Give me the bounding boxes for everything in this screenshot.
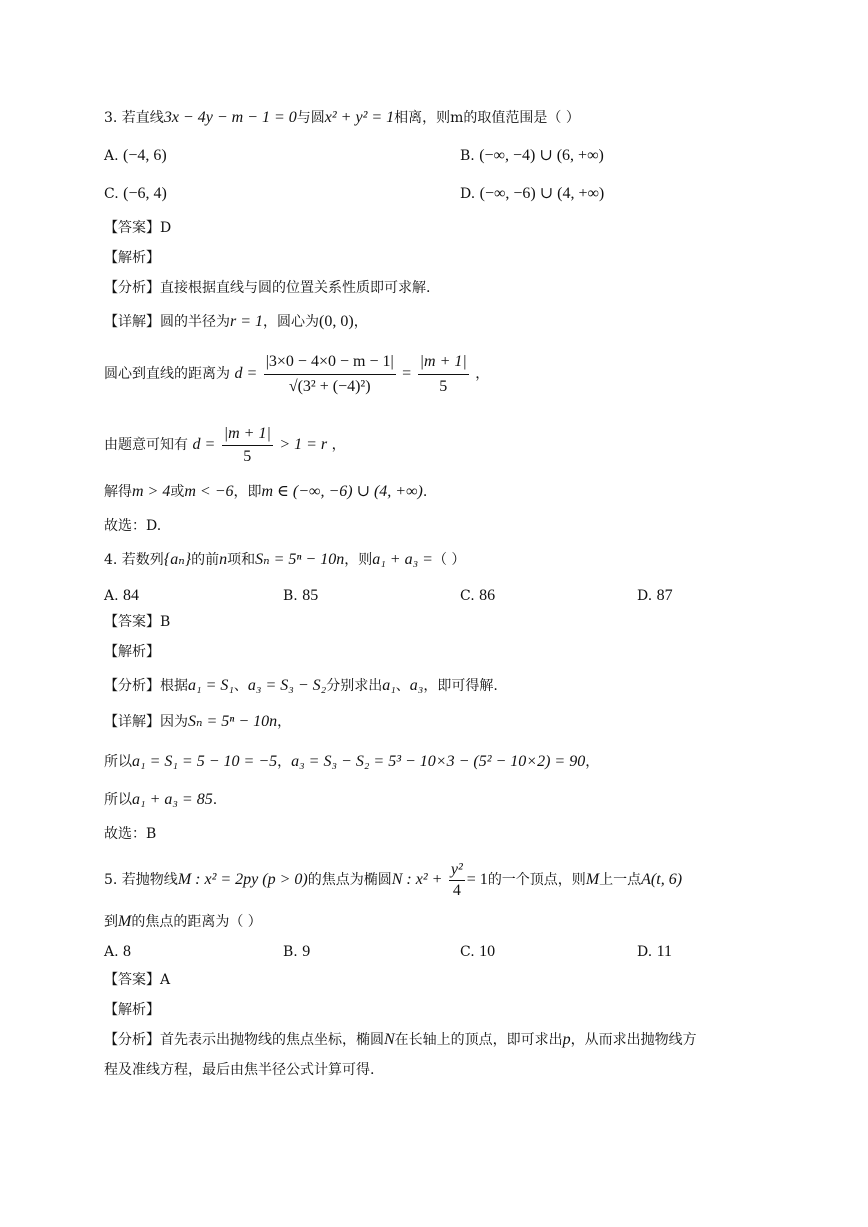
math-expr: a₁ + a₃ = [372,551,433,568]
text: 5. 若抛物线 [104,872,178,888]
q3-option-d [460,184,604,204]
condition-fraction [222,423,273,468]
option-value: 8 [123,943,132,960]
option-label: D. [637,944,653,960]
option-value: (−4, 6) [123,147,167,164]
math-expr: m > 4 [132,483,171,500]
math-expr: N [384,1031,395,1048]
option-label: C. [104,186,119,202]
q3-answer [104,218,171,238]
math-expr: a₁ = S₁ [188,677,234,694]
math-expr: d = [234,365,258,382]
fenxi-text: 直接根据直线与圆的位置关系性质即可求解. [160,280,431,296]
math-expr: = [402,365,412,382]
text: （ ） [432,552,466,568]
option-label: C. [460,588,475,604]
q3-distance-line [104,346,489,402]
fraction-denominator: 5 [222,445,273,468]
math-expr: M : x² = 2py (p > 0) [177,871,308,888]
option-value: (−6, 4) [123,185,167,202]
math-expr: r = 1 [230,313,264,330]
text: 的一个顶点，则 [487,872,586,888]
text: 项和 [227,552,256,568]
math-expr: m < −6 [184,483,234,500]
text: ， [585,754,600,770]
q5-option-a [104,942,131,962]
text: ，即 [233,484,262,500]
q5-stem-cont [104,912,262,932]
option-value: 87 [656,587,673,604]
q5-option-b [283,942,310,962]
ellipse-fraction [449,860,465,901]
q5-option-d [637,942,672,962]
option-value: 85 [302,587,319,604]
option-label: B. [283,588,298,604]
answer-value: A [160,972,171,988]
q5-stem [104,856,682,904]
option-value: 10 [479,943,496,960]
text: ，即可得解. [423,678,498,694]
text: ，从而求出抛物线方 [570,1032,697,1048]
text: 或 [170,484,185,500]
text: ， [277,754,292,770]
q5-fenxi-cont: 程及准线方程，最后由焦半径公式计算可得. [104,1062,375,1078]
text: 在长轴上的顶点，即可求出 [394,1032,563,1048]
option-label: A. [104,588,119,604]
text: 分别求出 [326,678,383,694]
option-label: A. [104,944,119,960]
text: ， [353,314,368,330]
fenxi-tag: 【分析】 [104,678,160,694]
answer-value: D [160,220,172,236]
text: ， [277,714,292,730]
text: 、 [233,678,248,694]
fraction-denominator: √(3² + (−4)²) [264,374,396,399]
q4-option-b [283,586,318,606]
q3-analysis-tag: 【解析】 [104,250,160,266]
text: 首先表示出抛物线的焦点坐标，椭圆 [160,1032,384,1048]
math-expr: a₁ + a₃ = 85 [132,791,213,808]
xiangjie-tag: 【详解】 [104,714,160,730]
distance-fraction [264,350,396,399]
q3-stem [104,108,580,128]
q3-stem-suffix: 相离，则m的取值范围是（ ） [394,110,580,126]
option-value: (−∞, −6) ∪ (4, +∞) [479,185,605,202]
text: 的焦点为椭圆 [307,872,392,888]
math-expr: M [585,871,600,888]
text: 4. 若数列 [104,552,164,568]
xiangjie-tag: 【详解】 [104,314,160,330]
math-expr: Sₙ = 5ⁿ − 10n [255,551,345,568]
q4-stem [104,550,465,570]
q3-solve-line [104,482,427,502]
text: 的焦点的距离为（ ） [131,914,262,930]
q4-option-d [637,586,673,606]
option-value: 84 [123,587,140,604]
math-expr: M [118,913,132,930]
option-value: (−∞, −4) ∪ (6, +∞) [479,147,604,164]
math-expr: a₃ = S₃ − S₂ [247,677,327,694]
answer-tag: 【答案】 [104,614,160,630]
text: 根据 [160,678,188,694]
q4-result-line [104,790,217,810]
q3-xiangjie [104,312,368,332]
distance-fraction-simplified [418,350,469,399]
math-expr: a₃ [409,677,424,694]
text: ，圆心为 [263,314,320,330]
q3-option-c [104,184,167,204]
option-value: 86 [479,587,496,604]
text: . [212,792,218,808]
fraction-numerator: |m + 1| [223,424,271,442]
answer-value: B [160,614,171,630]
q3-fenxi [104,278,430,298]
q4-fenxi [104,676,498,696]
text: 圆心到直线的距离为 [104,366,230,382]
math-expr: m ∈ (−∞, −6) ∪ (4, +∞) [261,483,423,500]
text: ， [475,366,490,382]
math-expr: N : x² + [391,871,443,888]
text: 圆的半径为 [160,314,230,330]
text: 上一点 [599,872,642,888]
answer-tag: 【答案】 [104,220,160,236]
math-expr: n [219,551,228,568]
q5-option-c [460,942,495,962]
option-value: 11 [656,943,673,960]
math-expr: p [562,1031,571,1048]
q4-option-c [460,586,495,606]
text: ， [331,437,346,453]
text: 由题意可知有 [104,437,188,453]
q5-analysis-tag: 【解析】 [104,1002,160,1018]
math-expr: a₁ = S₁ = 5 − 10 = −5 [132,753,278,770]
q4-choose: 故选：B [104,826,157,842]
q4-xiangjie [104,712,291,732]
q3-circle-equation: x² + y² = 1 [324,109,395,126]
math-expr: (0, 0) [319,313,354,330]
fraction-numerator: y² [450,860,463,878]
option-label: A. [104,148,119,164]
math-expr: {aₙ} [163,551,192,568]
q3-line-equation: 3x − 4y − m − 1 = 0 [163,109,297,126]
math-expr: a₃ = S₃ − S₂ = 5³ − 10×3 − (5² − 10×2) = 90 [291,753,586,770]
text: 到 [104,914,118,930]
math-expr: Sₙ = 5ⁿ − 10n [188,713,278,730]
q5-answer [104,970,170,990]
q3-stem-mid: 与圆 [296,110,325,126]
fenxi-tag: 【分析】 [104,280,160,296]
q4-analysis-tag: 【解析】 [104,644,160,660]
fraction-numerator: |3×0 − 4×0 − m − 1| [265,352,394,370]
q4-answer [104,612,170,632]
q3-option-b [460,146,604,166]
q4-calc-line [104,752,599,772]
q3-condition-line [104,420,346,470]
math-expr: > 1 = r [279,436,328,453]
option-label: D. [460,186,476,202]
text: 因为 [160,714,188,730]
text: 解得 [104,484,132,500]
text: 所以 [104,754,132,770]
option-label: C. [460,944,475,960]
text: 、 [395,678,410,694]
text: 所以 [104,792,132,808]
answer-tag: 【答案】 [104,972,160,988]
fraction-numerator: |m + 1| [419,352,467,370]
option-value: 9 [302,943,311,960]
math-expr: A(t, 6) [641,871,683,888]
option-label: B. [460,148,475,164]
math-expr: a₁ [382,677,396,694]
q3-option-a [104,146,167,166]
text: . [422,484,428,500]
fraction-denominator: 4 [449,880,465,901]
q3-choose: 故选：D. [104,518,162,534]
text: 的前 [191,552,220,568]
q5-fenxi [104,1030,697,1050]
q3-stem-prefix: 3. 若直线 [104,110,164,126]
fraction-denominator: 5 [418,374,469,399]
option-label: D. [637,588,653,604]
option-label: B. [283,944,298,960]
math-expr: d = [192,436,216,453]
q4-option-a [104,586,139,606]
fenxi-tag: 【分析】 [104,1032,160,1048]
math-expr: = 1 [466,871,488,888]
text: ，则 [344,552,373,568]
